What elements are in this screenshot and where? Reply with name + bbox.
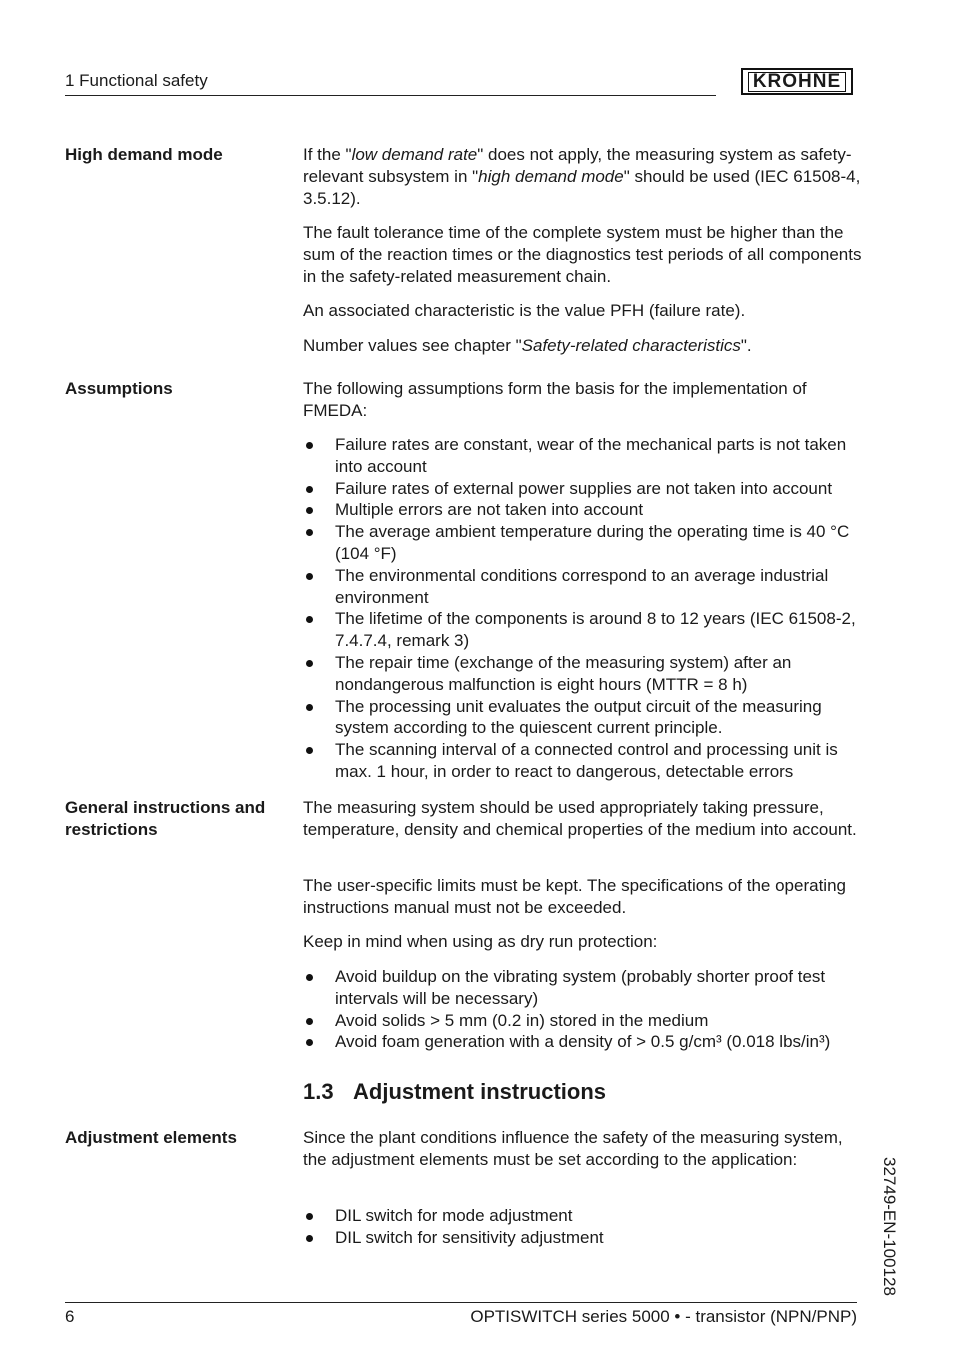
assumptions-intro: The following assumptions form the basis for the implementation of FMEDA: xyxy=(303,379,807,420)
section-heading xyxy=(303,1078,606,1106)
document-code-text: 32749-EN-100128 xyxy=(880,1157,899,1296)
label-general-instructions: General instructions and restrictions xyxy=(65,798,266,839)
bullet-icon xyxy=(306,1039,313,1046)
label-assumptions: Assumptions xyxy=(65,379,173,398)
bullet-icon xyxy=(306,573,313,580)
page-number: 6 xyxy=(65,1307,75,1326)
footer-title: OPTISWITCH series 5000 • - transistor (NPN/PNP) xyxy=(470,1307,857,1326)
list-item: Avoid solids > 5 mm (0.2 in) stored in the medium xyxy=(303,1010,863,1032)
bullet-icon xyxy=(306,704,313,711)
high-demand-mode-italic: high demand mode xyxy=(478,167,624,186)
bullet-icon xyxy=(306,529,313,536)
high-demand-p3: An associated characteristic is the value PFH (failure rate). xyxy=(303,301,746,320)
bullet-icon xyxy=(306,1213,313,1220)
dry-run-list xyxy=(303,966,863,1053)
label-adjustment-elements: Adjustment elements xyxy=(65,1128,237,1147)
adjustment-list xyxy=(303,1205,863,1249)
list-item: The processing unit evaluates the output circuit of the measuring system according to the quiescent current principle. xyxy=(303,696,863,740)
bullet-icon xyxy=(306,1018,313,1025)
bullet-icon xyxy=(306,486,313,493)
list-item: Failure rates of external power supplies are not taken into account xyxy=(303,478,863,500)
list-item: The average ambient temperature during the operating time is 40 °C (104 °F) xyxy=(303,521,863,565)
general-p1: The measuring system should be used appropriately taking pressure, temperature, density and chemical properties of the medium into account. xyxy=(303,798,857,839)
bullet-icon xyxy=(306,442,313,449)
list-item: DIL switch for sensitivity adjustment xyxy=(303,1227,863,1249)
bullet-icon xyxy=(306,1235,313,1242)
bullet-icon xyxy=(306,616,313,623)
high-demand-p4: Number values see chapter "Safety-related characteristics". xyxy=(303,336,752,355)
page-footer xyxy=(65,1302,857,1326)
bullet-icon xyxy=(306,747,313,754)
bullet-icon xyxy=(306,974,313,981)
logo-text: KROHNE xyxy=(748,72,846,92)
general-p3: Keep in mind when using as dry run protection: xyxy=(303,932,658,951)
high-demand-p2: The fault tolerance time of the complete system must be higher than the sum of the reaction times or the diagnostics test periods of all components in the safety-related measurement chain. xyxy=(303,223,862,286)
label-high-demand: High demand mode xyxy=(65,145,223,164)
list-item: The repair time (exchange of the measuring system) after an nondangerous malfunction is eight hours (MTTR = 8 h) xyxy=(303,652,863,696)
list-item: The environmental conditions correspond to an average industrial environment xyxy=(303,565,863,609)
krohne-logo xyxy=(741,68,853,95)
list-item: Avoid foam generation with a density of > 0.5 g/cm³ (0.018 lbs/in³) xyxy=(303,1031,863,1053)
list-item: Multiple errors are not taken into account xyxy=(303,499,863,521)
adjustment-p1: Since the plant conditions influence the safety of the measuring system, the adjustment elements must be set according to the application: xyxy=(303,1128,843,1169)
list-item: Avoid buildup on the vibrating system (probably shorter proof test intervals will be necessary) xyxy=(303,966,863,1010)
list-item: The lifetime of the components is around 8 to 12 years (IEC 61508-2, 7.4.7.4, remark 3) xyxy=(303,608,863,652)
header-section: 1 Functional safety xyxy=(65,71,208,90)
low-demand-rate-italic: low demand rate xyxy=(351,145,478,164)
list-item: Failure rates are constant, wear of the mechanical parts is not taken into account xyxy=(303,434,863,478)
section-number: 1.3 xyxy=(303,1079,334,1104)
list-item: DIL switch for mode adjustment xyxy=(303,1205,863,1227)
general-p2: The user-specific limits must be kept. The specifications of the operating instructions manual must not be exceeded. xyxy=(303,876,846,917)
section-title: Adjustment instructions xyxy=(353,1079,607,1104)
list-item: The scanning interval of a connected control and processing unit is max. 1 hour, in order to react to dangerous, detectable errors xyxy=(303,739,863,783)
safety-characteristics-italic: Safety-related characteristics xyxy=(521,336,741,355)
bullet-icon xyxy=(306,660,313,667)
page-header xyxy=(65,71,716,96)
bullet-icon xyxy=(306,507,313,514)
high-demand-p1: If the "low demand rate" does not apply, the measuring system as safety-relevant subsystem in "high demand mode" should be used (IEC 61508-4, 3.5.12). xyxy=(303,145,861,208)
document-code xyxy=(879,1157,903,1307)
assumptions-list xyxy=(303,434,863,783)
